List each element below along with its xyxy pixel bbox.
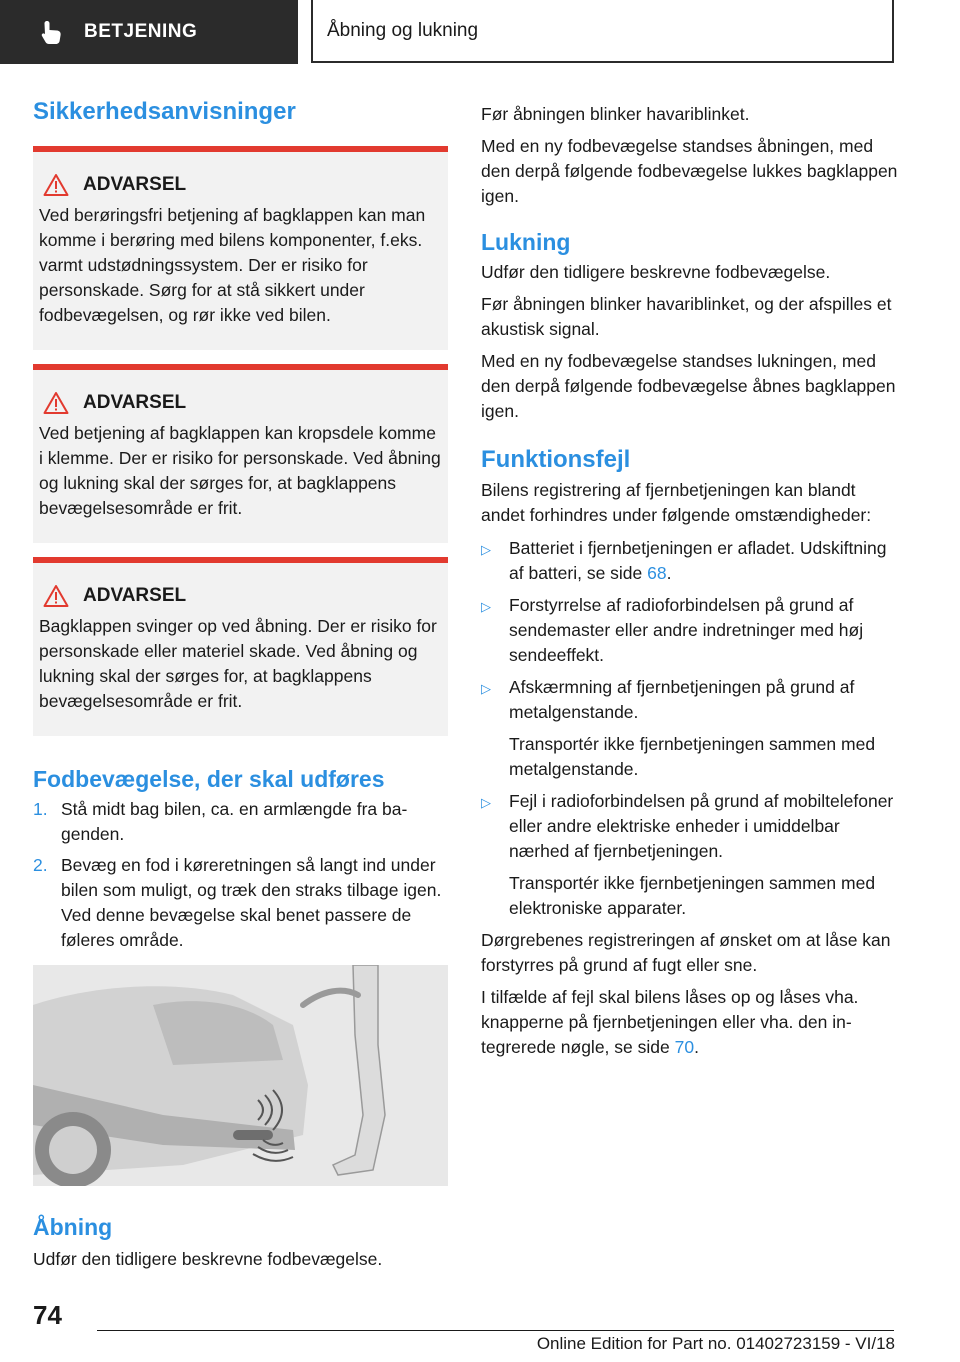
hand-pointing-icon bbox=[38, 18, 66, 46]
bullet-subtext: Transportér ikke fjernbetjeningen sammen med elektroniske apparater. bbox=[509, 873, 876, 918]
list-item bbox=[33, 853, 448, 953]
warning-triangle-icon bbox=[43, 173, 69, 197]
header-section-tab bbox=[0, 0, 298, 64]
paragraph: Før åbningen blinker havariblinket, og der afspilles et akustisk signal. bbox=[481, 294, 892, 339]
warning-text: Ved berøringsfri betjening af bagklappen kan man komme i berøring med bilens komponenter, f.eks. varmt udstødningssystem. Der er risiko for personskade. Sørg for at stå sikkert under fodbevægelsen, og rør ikke ved bilen. bbox=[39, 205, 426, 325]
warning-triangle-icon bbox=[43, 391, 69, 415]
header-chapter-title: Åbning og lukning bbox=[311, 0, 894, 63]
opening-text: Udfør den tidligere beskrevne fodbevægelse. bbox=[33, 1249, 383, 1269]
paragraph: Før åbningen blinker havariblinket. bbox=[481, 104, 750, 124]
foot-movement-heading: Fodbevægelse, der skal udføres bbox=[33, 766, 385, 792]
paragraph: Bilens registrering af fjernbetjeningen kan blandt andet forhindres under følgende omstændigheder: bbox=[481, 480, 872, 525]
bullet-triangle-icon: ▷ bbox=[481, 681, 491, 696]
paragraph: I tilfælde af fejl skal bilens låses op og låses vha. knapperne på fjernbetjeningen eller vha. den integrerede nøgle, se side 70. bbox=[481, 987, 859, 1057]
list-item bbox=[33, 797, 448, 847]
bullet-text: Fejl i radioforbindelsen på grund af mobiltelefoner eller andre elektriske enheder i umiddelbar nærhed af fjernbetjeningen. bbox=[509, 791, 894, 861]
list-item: ▷ Batteriet i fjernbetjeningen er afladet. Udskiftning af batteri, se side 68. bbox=[481, 536, 899, 586]
paragraph: Med en ny fodbevægelse standses åbningen, med den derpå følgende fodbevægelse lukkes bagklappen igen. bbox=[481, 136, 898, 206]
malfunction-heading: Funktionsfejl bbox=[481, 446, 631, 473]
bullet-subtext: Transportér ikke fjernbetjeningen sammen med metalgenstande. bbox=[509, 734, 876, 779]
right-column bbox=[481, 102, 899, 1060]
warning-title: ADVARSEL bbox=[83, 174, 187, 195]
warning-box-3 bbox=[33, 557, 448, 736]
edition-note: Online Edition for Part no. 01402723159 - VI/18 bbox=[536, 1334, 895, 1353]
step-number: 2. bbox=[33, 855, 48, 875]
foot-sensor-illustration bbox=[33, 965, 448, 1186]
page-link-70[interactable]: 70 bbox=[674, 1037, 695, 1057]
bullet-triangle-icon: ▷ bbox=[481, 542, 491, 557]
paragraph: Dørgrebenes registreringen af ønsket om at låse kan forstyrres på grund af fugt eller sne. bbox=[481, 930, 891, 975]
step-text: Stå midt bag bilen, ca. en armlængde fra bagenden. bbox=[61, 799, 408, 844]
warning-text: Bagklappen svinger op ved åbning. Der er risiko for personskade eller materiel skade. Ved åbning og lukning skal der sørges for, at bagklappens bevægelsesområde er frit. bbox=[39, 616, 437, 711]
step-number: 1. bbox=[33, 799, 48, 819]
warning-title: ADVARSEL bbox=[83, 392, 187, 413]
safety-heading: Sikkerhedsanvisninger bbox=[33, 98, 296, 125]
warning-triangle-icon bbox=[43, 584, 69, 608]
closing-heading: Lukning bbox=[481, 229, 571, 255]
warning-box-1 bbox=[33, 146, 448, 350]
warning-box-2 bbox=[33, 364, 448, 543]
page-link-68[interactable]: 68 bbox=[647, 563, 667, 583]
paragraph: Udfør den tidligere beskrevne fodbevægelse. bbox=[481, 262, 831, 282]
malfunction-list-continued bbox=[481, 789, 899, 864]
bullet-text: Batteriet i fjernbetjeningen er afladet. Udskiftning af batteri, se side bbox=[509, 538, 887, 583]
malfunction-list bbox=[481, 536, 899, 725]
bullet-text: Forstyrrelse af radioforbindelsen på grund af sendemaster eller andre indretninger med høj sendeeffekt. bbox=[509, 595, 864, 665]
bullet-text: Afskærmning af fjernbetjeningen på grund af metalgenstande. bbox=[509, 677, 855, 722]
list-item bbox=[481, 675, 899, 725]
opening-heading: Åbning bbox=[33, 1214, 113, 1240]
steps-list bbox=[33, 797, 448, 953]
paragraph: Med en ny fodbevægelse standses lukningen, med den derpå følgende fodbevægelse åbnes bagklappen igen. bbox=[481, 351, 896, 421]
page-number: 74 bbox=[33, 1300, 62, 1330]
step-text: Bevæg en fod i køreretningen så langt ind under bilen som muligt, og træk den straks tilbage igen. Ved denne bevægelse skal benet passere de føleres område. bbox=[61, 855, 442, 950]
warning-text: Ved betjening af bagklappen kan kropsdele komme i klemme. Der er risiko for personskade. Ved åbning og lukning skal der sørges for, at bagklappens bevægelsesområde er frit. bbox=[39, 423, 441, 518]
header-section-label: BETJENING bbox=[84, 21, 198, 42]
left-column bbox=[33, 98, 448, 1272]
list-item bbox=[481, 789, 899, 864]
bullet-triangle-icon: ▷ bbox=[481, 795, 491, 810]
warning-title: ADVARSEL bbox=[83, 585, 187, 606]
list-item bbox=[481, 593, 899, 668]
footer-divider bbox=[97, 1330, 894, 1331]
bullet-triangle-icon: ▷ bbox=[481, 599, 491, 614]
